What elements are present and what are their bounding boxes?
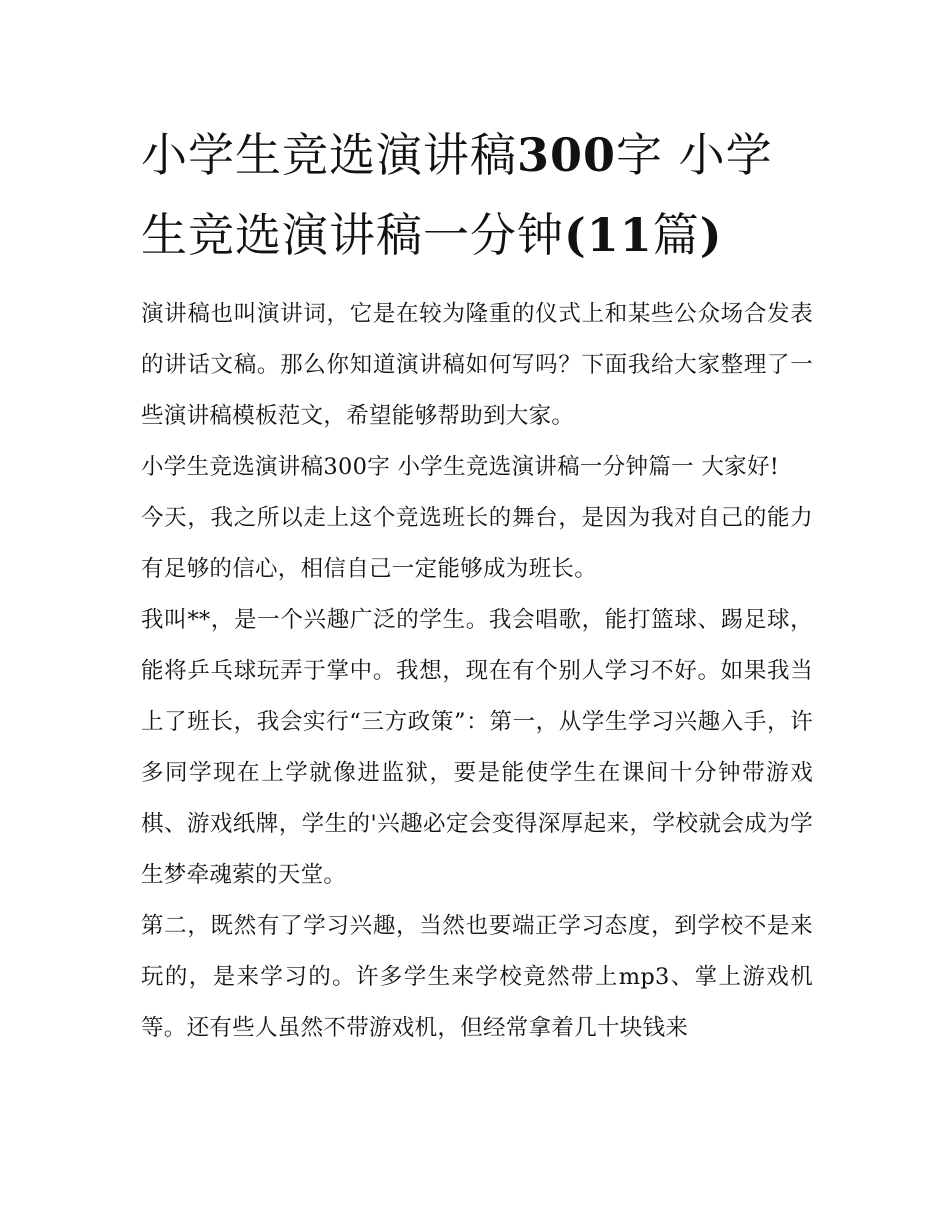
title-bold-segment: 300 xyxy=(517,128,617,182)
document-body xyxy=(141,289,813,1054)
paragraph-intro: 演讲稿也叫演讲词，它是在较为隆重的仪式上和某些公众场合发表的讲话文稿。那么你知道演讲稿如何写吗？下面我给大家整理了一些演讲稿模板范文，希望能够帮助到大家。 xyxy=(141,301,813,429)
title-bold-segment: ) xyxy=(699,208,723,262)
title-bold-segment: (11 xyxy=(564,208,653,262)
document-page xyxy=(141,115,813,1054)
paragraph-section-heading: 小学生竞选演讲稿300字 小学生竞选演讲稿一分钟篇一 大家好! xyxy=(141,454,780,480)
paragraph-second-point: 第二，既然有了学习兴趣，当然也要端正学习态度，到学校不是来玩的，是来学习的。许多学生来学校竟然带上mp3、掌上游戏机等。还有些人虽然不带游戏机，但经常拿着几十块钱来 xyxy=(141,913,813,1041)
paragraph-self-introduction: 我叫**，是一个兴趣广泛的学生。我会唱歌，能打篮球、踢足球，能将乒乓球玩弄于掌中。我想，现在有个别人学习不好。如果我当上了班长，我会实行“三方政策”：第一，从学生学习兴趣入手，许多同学现在上学就像进监狱，要是能使学生在课间十分钟带游戏棋、游戏纸牌，学生的'兴趣必定会变得深厚起来，学校就会成为学生梦牵魂萦的天堂。 xyxy=(141,607,813,888)
document-title: 小学生竞选演讲稿300字 小学生竞选演讲稿一分钟(11篇) xyxy=(141,128,773,262)
paragraph-opening: 今天，我之所以走上这个竞选班长的舞台，是因为我对自己的能力有足够的信心，相信自己一定能够成为班长。 xyxy=(141,505,813,582)
